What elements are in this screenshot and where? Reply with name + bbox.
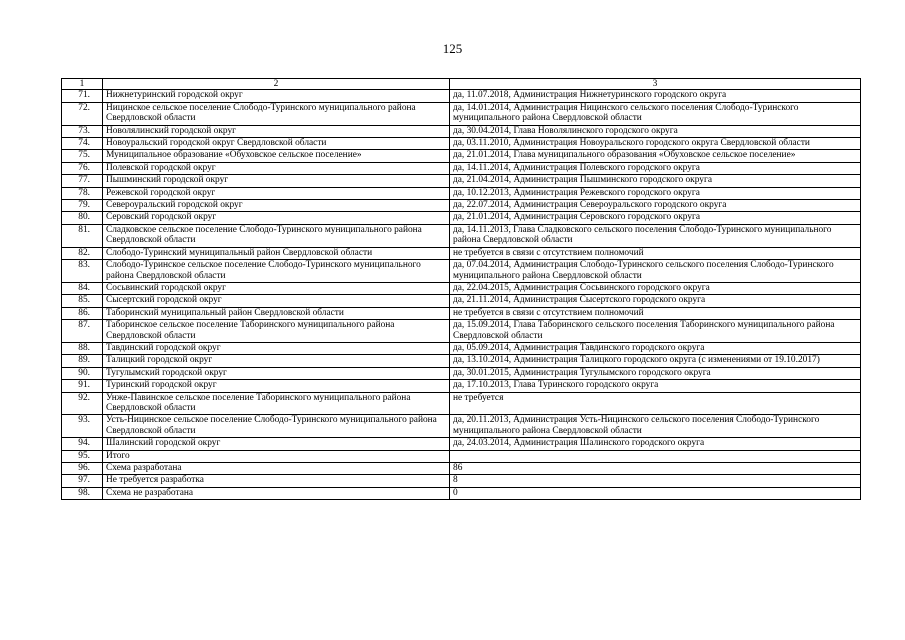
row-number-cell: 98. <box>62 487 103 499</box>
row-number-cell: 77. <box>62 175 103 187</box>
status-cell: не требуется <box>450 392 861 415</box>
status-cell: да, 13.10.2014, Администрация Талицкого городского округа (с изменениями от 19.10.2017) <box>450 355 861 367</box>
row-number-cell: 83. <box>62 260 103 283</box>
row-number-cell: 88. <box>62 342 103 354</box>
municipality-cell: Сосьвинский городской округ <box>103 282 450 294</box>
table-row <box>62 282 861 294</box>
municipality-cell: Талицкий городской округ <box>103 355 450 367</box>
municipality-cell: Таборинское сельское поселение Таборинского муниципального района Свердловской области <box>103 320 450 343</box>
table-row <box>62 380 861 392</box>
row-number-cell: 91. <box>62 380 103 392</box>
row-number-cell: 95. <box>62 450 103 462</box>
municipality-cell: Сладковское сельское поселение Слободо-Туринского муниципального района Свердловской области <box>103 224 450 247</box>
row-number-cell: 72. <box>62 102 103 125</box>
status-cell: да, 22.04.2015, Администрация Сосьвинского городского округа <box>450 282 861 294</box>
status-cell: 86 <box>450 463 861 475</box>
table-row <box>62 415 861 438</box>
row-number-cell: 90. <box>62 367 103 379</box>
status-cell: да, 21.01.2014, Глава муниципального образования «Обуховское сельское поселение» <box>450 150 861 162</box>
status-cell: да, 21.11.2014, Администрация Сысертского городского округа <box>450 295 861 307</box>
municipality-cell: Тавдинский городской округ <box>103 342 450 354</box>
status-cell: да, 22.07.2014, Администрация Североуральского городского округа <box>450 200 861 212</box>
municipality-cell: Серовский городской округ <box>103 212 450 224</box>
row-number-cell: 93. <box>62 415 103 438</box>
table-row <box>62 224 861 247</box>
row-number-cell: 82. <box>62 247 103 259</box>
header-cell-number: 1 <box>62 79 103 90</box>
row-number-cell: 73. <box>62 125 103 137</box>
status-cell: да, 24.03.2014, Администрация Шалинского городского округа <box>450 438 861 450</box>
table-row <box>62 175 861 187</box>
status-cell: да, 17.10.2013, Глава Туринского городского округа <box>450 380 861 392</box>
row-number-cell: 80. <box>62 212 103 224</box>
municipality-cell: Шалинский городской округ <box>103 438 450 450</box>
municipality-cell: Усть-Ницинское сельское поселение Слободо-Туринского муниципального района Свердловской области <box>103 415 450 438</box>
row-number-cell: 89. <box>62 355 103 367</box>
row-number-cell: 78. <box>62 187 103 199</box>
header-cell-status: 3 <box>450 79 861 90</box>
status-cell: да, 14.11.2014, Администрация Полевского городского округа <box>450 162 861 174</box>
row-number-cell: 76. <box>62 162 103 174</box>
status-cell: да, 21.01.2014, Администрация Серовского городского округа <box>450 212 861 224</box>
row-number-cell: 87. <box>62 320 103 343</box>
status-cell: да, 14.11.2013, Глава Сладковского сельского поселения Слободо-Туринского муниципального района Свердловской области <box>450 224 861 247</box>
table-row <box>62 320 861 343</box>
table-row <box>62 102 861 125</box>
municipality-cell: Схема не разработана <box>103 487 450 499</box>
municipality-cell: Слободо-Туринское сельское поселение Слободо-Туринского муниципального района Свердловской области <box>103 260 450 283</box>
status-cell <box>450 450 861 462</box>
status-cell: да, 10.12.2013, Администрация Режевского городского округа <box>450 187 861 199</box>
municipality-cell: Нижнетуринский городской округ <box>103 90 450 102</box>
table-row <box>62 138 861 150</box>
status-cell: да, 14.01.2014, Администрация Ницинского сельского поселения Слободо-Туринского муниципального района Свердловской области <box>450 102 861 125</box>
table-row <box>62 162 861 174</box>
municipality-cell: Тугулымский городской округ <box>103 367 450 379</box>
table-row <box>62 200 861 212</box>
table-row <box>62 367 861 379</box>
municipality-cell: Слободо-Туринский муниципальный район Свердловской области <box>103 247 450 259</box>
table-row <box>62 307 861 319</box>
table-row <box>62 342 861 354</box>
status-cell: не требуется в связи с отсутствием полномочий <box>450 307 861 319</box>
table-row <box>62 355 861 367</box>
municipality-cell: Туринский городской округ <box>103 380 450 392</box>
municipality-cell: Североуральский городской округ <box>103 200 450 212</box>
table-row <box>62 125 861 137</box>
table-row <box>62 90 861 102</box>
header-cell-municipality: 2 <box>103 79 450 90</box>
table-row <box>62 475 861 487</box>
municipality-cell: Сысертский городской округ <box>103 295 450 307</box>
status-cell: да, 03.11.2010, Администрация Новоуральского городского округа Свердловской области <box>450 138 861 150</box>
table-row <box>62 187 861 199</box>
table-row <box>62 260 861 283</box>
table-row <box>62 487 861 499</box>
municipality-cell: Ницинское сельское поселение Слободо-Туринского муниципального района Свердловской области <box>103 102 450 125</box>
table-row <box>62 392 861 415</box>
municipality-cell: Новоуральский городской округ Свердловской области <box>103 138 450 150</box>
municipality-cell: Полевской городской округ <box>103 162 450 174</box>
table-row <box>62 295 861 307</box>
table-row <box>62 463 861 475</box>
row-number-cell: 74. <box>62 138 103 150</box>
status-cell: да, 21.04.2014, Администрация Пышминского городского округа <box>450 175 861 187</box>
page-number: 125 <box>442 41 463 56</box>
row-number-cell: 96. <box>62 463 103 475</box>
municipality-cell: Таборинский муниципальный район Свердловской области <box>103 307 450 319</box>
status-cell: да, 05.09.2014, Администрация Тавдинского городского округа <box>450 342 861 354</box>
row-number-cell: 75. <box>62 150 103 162</box>
table-row <box>62 247 861 259</box>
municipality-cell: Муниципальное образование «Обуховское сельское поселение» <box>103 150 450 162</box>
row-number-cell: 71. <box>62 90 103 102</box>
status-cell: да, 11.07.2018, Администрация Нижнетуринского городского округа <box>450 90 861 102</box>
status-cell: да, 07.04.2014, Администрация Слободо-Туринского сельского поселения Слободо-Туринского муниципального района Свердловской области <box>450 260 861 283</box>
table-row <box>62 438 861 450</box>
row-number-cell: 86. <box>62 307 103 319</box>
row-number-cell: 97. <box>62 475 103 487</box>
municipality-cell: Схема разработана <box>103 463 450 475</box>
table-row <box>62 150 861 162</box>
municipality-cell: Новолялинский городской округ <box>103 125 450 137</box>
municipality-cell: Унже-Павинское сельское поселение Таборинского муниципального района Свердловской области <box>103 392 450 415</box>
row-number-cell: 81. <box>62 224 103 247</box>
municipality-cell: Пышминский городской округ <box>103 175 450 187</box>
status-cell: да, 15.09.2014, Глава Таборинского сельского поселения Таборинского муниципального района Свердловской области <box>450 320 861 343</box>
table-header-row <box>62 79 861 90</box>
table-body <box>62 79 861 500</box>
status-cell: не требуется в связи с отсутствием полномочий <box>450 247 861 259</box>
row-number-cell: 85. <box>62 295 103 307</box>
document-table <box>61 78 861 500</box>
table-row <box>62 450 861 462</box>
municipality-cell: Не требуется разработка <box>103 475 450 487</box>
row-number-cell: 94. <box>62 438 103 450</box>
status-cell: да, 30.04.2014, Глава Новолялинского городского округа <box>450 125 861 137</box>
status-cell: 0 <box>450 487 861 499</box>
status-cell: да, 20.11.2013, Администрация Усть-Ницинского сельского поселения Слободо-Туринского муниципального района Свердловской области <box>450 415 861 438</box>
status-cell: 8 <box>450 475 861 487</box>
row-number-cell: 84. <box>62 282 103 294</box>
status-cell: да, 30.01.2015, Администрация Тугулымского городского округа <box>450 367 861 379</box>
municipality-cell: Итого <box>103 450 450 462</box>
municipality-cell: Режевской городской округ <box>103 187 450 199</box>
row-number-cell: 79. <box>62 200 103 212</box>
table-row <box>62 212 861 224</box>
row-number-cell: 92. <box>62 392 103 415</box>
